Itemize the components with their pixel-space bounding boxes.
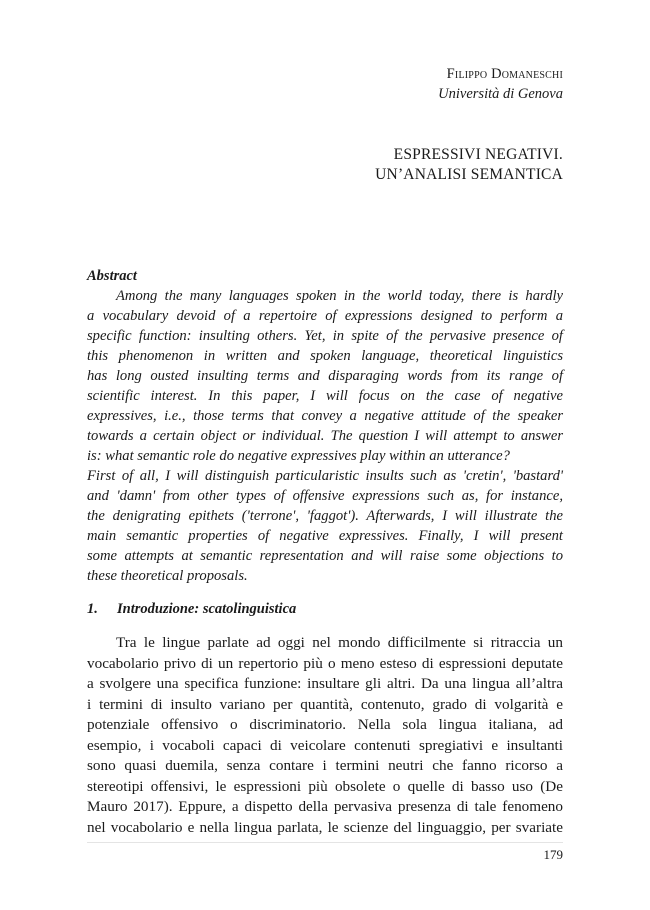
abstract-line: towards a certain object or individual. The question I will attempt to answer <box>87 428 563 444</box>
body-line: vocabolario privo di un repertorio più o meno esteso di espressioni deputate <box>87 654 563 672</box>
author-name: Filippo Domaneschi <box>446 66 563 82</box>
abstract-line: these theoretical proposals. <box>87 568 248 584</box>
author-affiliation: Università di Genova <box>438 86 563 102</box>
body-text <box>87 633 563 838</box>
abstract-heading: Abstract <box>87 268 137 284</box>
abstract-line: Among the many languages spoken in the world today, there is hardly <box>116 288 563 304</box>
body-line: stereotipi offensivi, le espressioni più obsolete o quelle di basso uso (De <box>87 777 563 795</box>
abstract-line: and 'damn' from other types of offensive expressions such as, for instance, <box>87 488 563 504</box>
abstract-text <box>87 286 563 586</box>
abstract-line: a vocabulary devoid of a repertoire of expressions designed to perform a <box>87 308 563 324</box>
abstract-line: First of all, I will distinguish particularistic insults such as 'cretin', 'bastard' <box>87 468 563 484</box>
body-line: sono quasi duemila, senza contare i termini neutri che fanno ricorso a <box>87 757 563 774</box>
body-line: potenziale offensivo o discriminatorio. Nella sola lingua italiana, ad <box>87 716 563 733</box>
abstract-line: the denigrating epithets ('terrone', 'faggot'). Afterwards, I will illustrate the <box>87 508 563 524</box>
title-line-1: ESPRESSIVI NEGATIVI. <box>393 146 563 163</box>
abstract-line: scientific interest. In this paper, I will focus on the case of negative <box>87 388 563 404</box>
section-number: 1. <box>87 601 98 617</box>
abstract-line: is: what semantic role do negative expressives play within an utterance? <box>87 448 510 464</box>
author-block <box>438 64 563 104</box>
title-line-2: UN’ANALISI SEMANTICA <box>375 166 563 183</box>
body-line: esempio, i vocaboli capaci di veicolare contenuti spregiativi e insultanti <box>87 736 563 754</box>
body-line: a svolgere una specifica funzione: insultare gli altri. Da una lingua all’altra <box>87 675 563 692</box>
section-title: Introduzione: scatolinguistica <box>117 601 297 617</box>
footer-divider <box>87 842 563 843</box>
abstract-line: some attempts at semantic representation and will raise some objections to <box>87 548 563 564</box>
abstract-line: expressives, i.e., those terms that convey a negative attitude of the speaker <box>87 408 563 424</box>
abstract-line: has long ousted insulting terms and disparaging words from its range of <box>87 368 563 384</box>
abstract-line: main semantic properties of negative expressives. Finally, I will present <box>87 528 563 544</box>
abstract-line: this phenomenon in written and spoken language, theoretical linguistics <box>87 348 563 364</box>
body-line: Mauro 2017). Eppure, a dispetto della pervasiva presenza di tale fenomeno <box>87 798 563 815</box>
abstract-line: specific function: insulting others. Yet, in spite of the pervasive presence of <box>87 328 563 344</box>
paper-title <box>375 145 563 185</box>
section-heading <box>87 599 296 619</box>
page-number: 179 <box>543 847 563 862</box>
body-line: Tra le lingue parlate ad oggi nel mondo difficilmente si ritraccia un <box>116 634 563 651</box>
body-line: i termini di insulto variano per quantità, contenuto, grado di volgarità e <box>87 695 563 713</box>
body-line: nel vocabolario e nella lingua parlata, le scienze del linguaggio, per svariate <box>87 818 563 836</box>
